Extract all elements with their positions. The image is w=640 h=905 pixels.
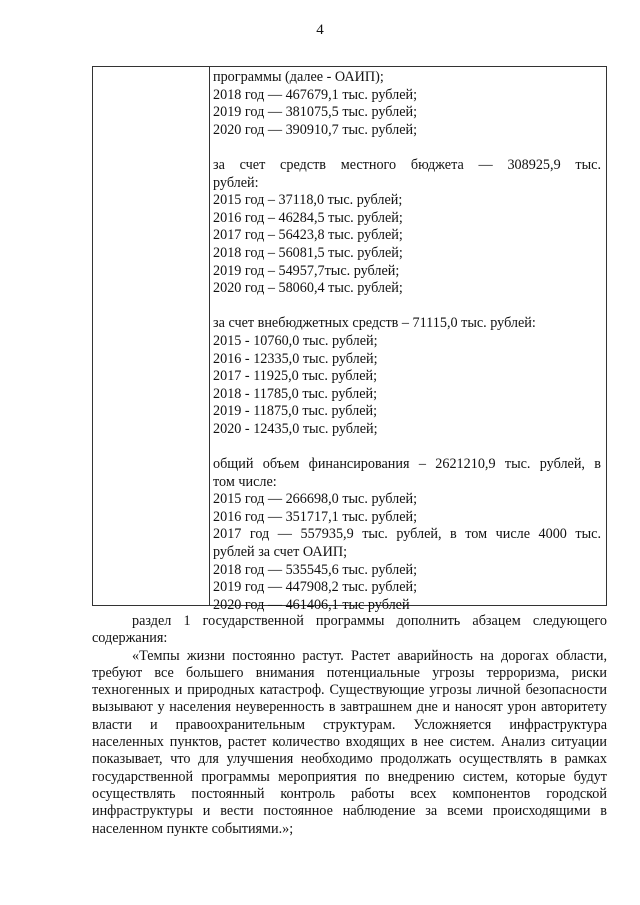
table-line: программы (далее - ОАИП);: [213, 69, 384, 85]
extra-budget-line: 2016 - 12335,0 тыс. рублей;: [213, 350, 378, 367]
total-funding-line: 2018 год — 535545,6 тыс. рублей;: [213, 561, 418, 578]
local-budget-line: 2016 год – 46284,5 тыс. рублей;: [213, 209, 403, 226]
table-line: 2018 год — 467679,1 тыс. рублей;: [213, 86, 418, 103]
extra-budget-header: за счет внебюджетных средств – 71115,0 тыс. рублей:: [213, 315, 536, 332]
table-line: 2019 год — 381075,5 тыс. рублей;: [213, 104, 418, 121]
page-number: 4: [316, 22, 324, 38]
table-line: 2020 год — 390910,7 тыс. рублей;: [213, 121, 418, 138]
funding-table: [92, 66, 607, 613]
local-budget-header: за счет средств местного бюджета — 308925,9 тыс.: [213, 156, 601, 173]
total-funding-line: 2015 год — 266698,0 тыс. рублей;: [213, 491, 418, 508]
local-budget-line: 2017 год – 56423,8 тыс. рублей;: [213, 227, 403, 244]
local-budget-line: 2020 год – 58060,4 тыс. рублей;: [213, 280, 403, 297]
total-funding-line: рублей за счет ОАИП;: [213, 544, 348, 561]
intro-paragraph: раздел 1 государственной программы дополнить абзацем следующего содержания:: [92, 613, 607, 647]
total-funding-line: 2020 год — 461406,1 тыс рублей: [213, 596, 410, 613]
body-text: [92, 613, 607, 838]
table-column-divider: [209, 67, 210, 605]
local-budget-line: 2018 год – 56081,5 тыс. рублей;: [213, 244, 403, 261]
extra-budget-line: 2020 - 12435,0 тыс. рублей;: [213, 420, 378, 437]
extra-budget-line: 2015 - 10760,0 тыс. рублей;: [213, 332, 378, 349]
extra-budget-line: 2019 - 11875,0 тыс. рублей;: [213, 403, 378, 420]
quote-paragraph: «Темпы жизни постоянно растут. Растет аварийность на дорогах области, требуют все большего внимания потенциальные угрозы терроризма, риски техногенных и природных катастроф. Существующие угрозы личной безопасности вызывают у населения неуверенность в завтрашнем дне и наносят урон авторитету власти и правоохранительным структурам. Усложняется инфраструктура населенных пунктов, растет количество входящих в нее систем. Анализ ситуации показывает, что для улучшения необходимо продолжать осуществлять в рамках государственной программы мероприятия по внедрению систем, которые будут осуществлять постоянный контроль работы всех компонентов городской инфраструктуры и вести постоянное наблюдение за всеми происходящими в населенном пункте событиями.»;: [92, 647, 607, 837]
extra-budget-line: 2017 - 11925,0 тыс. рублей;: [213, 368, 378, 385]
local-budget-line: 2019 год – 54957,7тыс. рублей;: [213, 262, 400, 279]
total-funding-line: 2016 год — 351717,1 тыс. рублей;: [213, 508, 418, 525]
funding-table-cell: [213, 69, 601, 614]
local-budget-header-cont: рублей:: [213, 174, 259, 191]
total-funding-header: общий объем финансирования – 2621210,9 тыс. рублей, в: [213, 456, 601, 473]
total-funding-line: 2017 год — 557935,9 тыс. рублей, в том числе 4000 тыс.: [213, 526, 601, 543]
total-funding-header-cont: том числе:: [213, 473, 277, 490]
extra-budget-line: 2018 - 11785,0 тыс. рублей;: [213, 385, 378, 402]
local-budget-line: 2015 год – 37118,0 тыс. рублей;: [213, 192, 403, 209]
total-funding-line: 2019 год — 447908,2 тыс. рублей;: [213, 579, 418, 596]
